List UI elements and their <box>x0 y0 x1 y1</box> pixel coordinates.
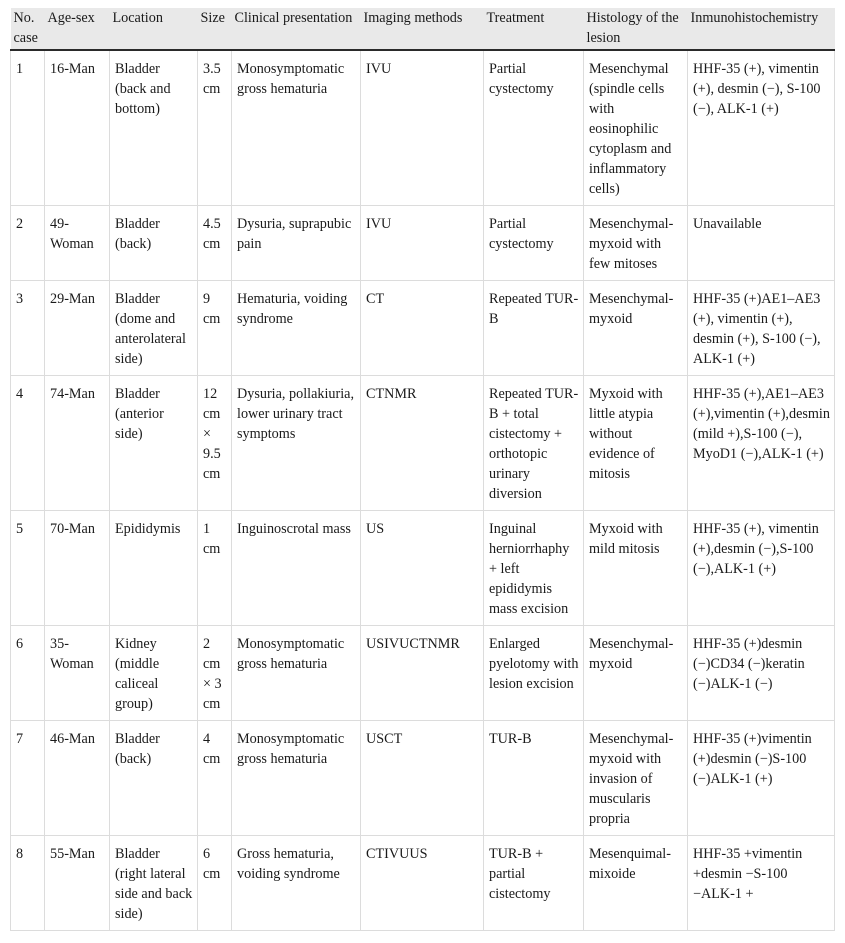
cell-size: 9 cm <box>198 281 232 376</box>
cell-location: Bladder (anterior side) <box>110 376 198 511</box>
cell-age-sex: 35-Woman <box>45 626 110 721</box>
cell-immunohistochemistry: Unavailable <box>688 206 835 281</box>
cell-age-sex: 70-Man <box>45 511 110 626</box>
cell-treatment: Repeated TUR-B + total cistectomy + orthotopic urinary diversion <box>484 376 584 511</box>
table-row <box>11 206 835 281</box>
cell-location: Bladder (dome and anterolateral side) <box>110 281 198 376</box>
header-immunohistochemistry: Inmunohistochemistry <box>688 8 835 50</box>
cell-case-no: 4 <box>11 376 45 511</box>
cell-case-no: 8 <box>11 836 45 931</box>
cell-case-no: 1 <box>11 50 45 206</box>
cell-location: Bladder (back) <box>110 206 198 281</box>
cell-immunohistochemistry: HHF-35 (+)AE1–AE3 (+), vimentin (+), desmin (+), S-100 (−), ALK-1 (+) <box>688 281 835 376</box>
cell-histology: Mesenchymal-myxoid with few mitoses <box>584 206 688 281</box>
cell-treatment: Partial cystectomy <box>484 206 584 281</box>
cell-size: 6 cm <box>198 836 232 931</box>
cell-treatment: Partial cystectomy <box>484 50 584 206</box>
table-row <box>11 281 835 376</box>
cell-size: 1 cm <box>198 511 232 626</box>
cell-treatment: Inguinal herniorrhaphy + left epididymis mass excision <box>484 511 584 626</box>
cell-clinical-presentation: Monosymptomatic gross hematuria <box>232 626 361 721</box>
cell-case-no: 5 <box>11 511 45 626</box>
cell-age-sex: 55-Man <box>45 836 110 931</box>
table-row <box>11 721 835 836</box>
cell-histology: Myxoid with little atypia without evidence of mitosis <box>584 376 688 511</box>
cell-age-sex: 16-Man <box>45 50 110 206</box>
case-table <box>10 8 835 931</box>
cell-imaging-methods: IVU <box>361 206 484 281</box>
cell-clinical-presentation: Monosymptomatic gross hematuria <box>232 50 361 206</box>
cell-treatment: Repeated TUR-B <box>484 281 584 376</box>
cell-immunohistochemistry: HHF-35 (+),AE1–AE3 (+),vimentin (+),desmin (mild +),S-100 (−), MyoD1 (−),ALK-1 (+) <box>688 376 835 511</box>
cell-imaging-methods: US <box>361 511 484 626</box>
cell-histology: Mesenchymal-myxoid <box>584 626 688 721</box>
cell-treatment: Enlarged pyelotomy with lesion excision <box>484 626 584 721</box>
cell-imaging-methods: IVU <box>361 50 484 206</box>
header-no-case: No. case <box>11 8 45 50</box>
cell-size: 4 cm <box>198 721 232 836</box>
cell-treatment: TUR-B + partial cistectomy <box>484 836 584 931</box>
cell-case-no: 2 <box>11 206 45 281</box>
header-histology: Histology of the lesion <box>584 8 688 50</box>
table-row <box>11 50 835 206</box>
cell-immunohistochemistry: HHF-35 (+)vimentin (+)desmin (−)S-100 (−)ALK-1 (+) <box>688 721 835 836</box>
cell-histology: Mesenchymal-myxoid with invasion of muscularis propria <box>584 721 688 836</box>
cell-size: 3.5 cm <box>198 50 232 206</box>
cell-histology: Mesenquimal-mixoide <box>584 836 688 931</box>
cell-age-sex: 29-Man <box>45 281 110 376</box>
cell-location: Kidney (middle caliceal group) <box>110 626 198 721</box>
cell-immunohistochemistry: HHF-35 (+), vimentin (+), desmin (−), S-100 (−), ALK-1 (+) <box>688 50 835 206</box>
table-header <box>11 8 835 50</box>
cell-size: 2 cm × 3 cm <box>198 626 232 721</box>
cell-age-sex: 46-Man <box>45 721 110 836</box>
cell-location: Bladder (right lateral side and back side) <box>110 836 198 931</box>
cell-treatment: TUR-B <box>484 721 584 836</box>
cell-age-sex: 49-Woman <box>45 206 110 281</box>
table-body <box>11 50 835 931</box>
cell-histology: Myxoid with mild mitosis <box>584 511 688 626</box>
table-row <box>11 626 835 721</box>
cell-clinical-presentation: Dysuria, pollakiuria, lower urinary tract symptoms <box>232 376 361 511</box>
cell-imaging-methods: USIVUCTNMR <box>361 626 484 721</box>
cell-size: 4.5 cm <box>198 206 232 281</box>
cell-age-sex: 74-Man <box>45 376 110 511</box>
cell-size: 12 cm × 9.5 cm <box>198 376 232 511</box>
cell-case-no: 7 <box>11 721 45 836</box>
header-row <box>11 8 835 50</box>
table-row <box>11 511 835 626</box>
header-size: Size <box>198 8 232 50</box>
cell-clinical-presentation: Hematuria, voiding syndrome <box>232 281 361 376</box>
cell-clinical-presentation: Dysuria, suprapubic pain <box>232 206 361 281</box>
cell-histology: Mesenchymal-myxoid <box>584 281 688 376</box>
cell-clinical-presentation: Monosymptomatic gross hematuria <box>232 721 361 836</box>
cell-imaging-methods: CTIVUUS <box>361 836 484 931</box>
table-row <box>11 376 835 511</box>
header-age-sex: Age-sex <box>45 8 110 50</box>
header-imaging-methods: Imaging methods <box>361 8 484 50</box>
cell-location: Bladder (back) <box>110 721 198 836</box>
cell-clinical-presentation: Inguinoscrotal mass <box>232 511 361 626</box>
cell-location: Epididymis <box>110 511 198 626</box>
table-container <box>10 8 835 931</box>
cell-immunohistochemistry: HHF-35 (+)desmin (−)CD34 (−)keratin (−)ALK-1 (−) <box>688 626 835 721</box>
cell-imaging-methods: CT <box>361 281 484 376</box>
cell-immunohistochemistry: HHF-35 (+), vimentin (+),desmin (−),S-100 (−),ALK-1 (+) <box>688 511 835 626</box>
cell-imaging-methods: CTNMR <box>361 376 484 511</box>
header-location: Location <box>110 8 198 50</box>
cell-immunohistochemistry: HHF-35 +vimentin +desmin −S-100 −ALK-1 + <box>688 836 835 931</box>
cell-clinical-presentation: Gross hematuria, voiding syndrome <box>232 836 361 931</box>
cell-histology: Mesenchymal (spindle cells with eosinophilic cytoplasm and inflammatory cells) <box>584 50 688 206</box>
cell-case-no: 6 <box>11 626 45 721</box>
cell-imaging-methods: USCT <box>361 721 484 836</box>
cell-case-no: 3 <box>11 281 45 376</box>
header-clinical-presentation: Clinical presentation <box>232 8 361 50</box>
header-treatment: Treatment <box>484 8 584 50</box>
cell-location: Bladder (back and bottom) <box>110 50 198 206</box>
table-row <box>11 836 835 931</box>
